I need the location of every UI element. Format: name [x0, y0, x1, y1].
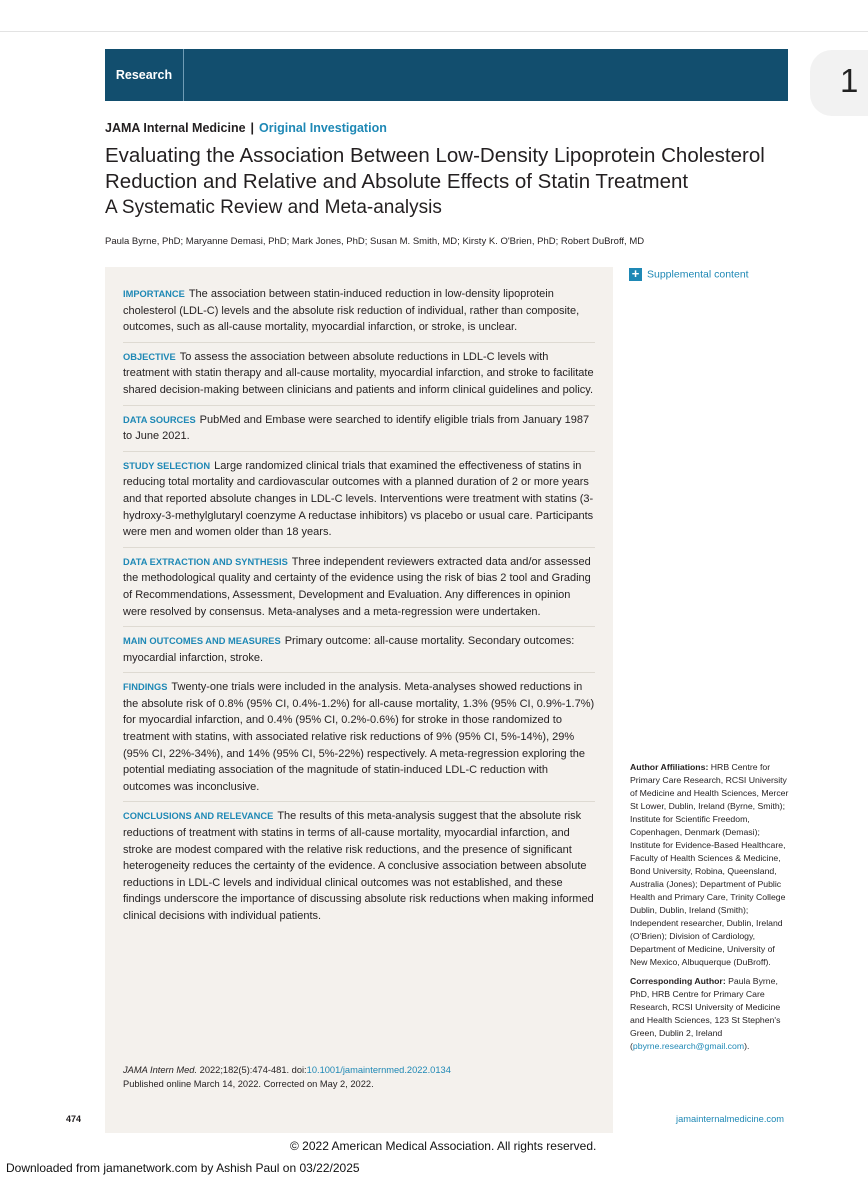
plus-icon: + [629, 268, 642, 281]
article-subtitle: A Systematic Review and Meta-analysis [105, 197, 442, 218]
section-text: Three independent reviewers extracted data and/or assessed the methodological quality and certainty of the evidence using the risk of bias 2 tool and Grading of Recommendations, Assessment, Development and Evaluation. Any differences in opinion were resolved by consensus. Meta-analyses and a meta-regression were undertaken. [123, 555, 591, 618]
section-heading: STUDY SELECTION [123, 460, 211, 471]
section-text: Large randomized clinical trials that examined the effectiveness of statins in reducing total mortality and cardiovascular outcomes with a planned duration of 2 or more years and that reported absolute changes in LDL-C levels. Interventions were treatment with statins (3-hydroxy-3-methylglutaryl coenzyme A reductase inhibitors) vs placebo or usual care. Participants were men and women older than 18 years. [123, 459, 594, 539]
email-link[interactable]: pbyrne.research@gmail.com [632, 1041, 745, 1051]
corresponding-text: Paula Byrne, PhD, HRB Centre for Primary Care Research, RCSI University of Medicine and Health Sciences, 123 St Stephen's Green, Dublin 2, Ireland ( [630, 976, 781, 1051]
citation-journal: JAMA Intern Med. [123, 1065, 198, 1075]
section-heading: OBJECTIVE [123, 351, 176, 362]
abstract-section-objective [123, 349, 595, 406]
section-heading: DATA EXTRACTION AND SYNTHESIS [123, 556, 288, 567]
page-indicator-number: 1 [840, 62, 859, 99]
section-text: PubMed and Embase were searched to identify eligible trials from January 1987 to June 2021. [123, 413, 590, 443]
citation-line [123, 1064, 451, 1078]
abstract-section-data-sources [123, 412, 595, 452]
corresponding-author-block [630, 975, 790, 1053]
website-link[interactable]: jamainternalmedicine.com [676, 1114, 784, 1124]
section-heading: FINDINGS [123, 682, 168, 693]
section-label: Research [105, 49, 184, 101]
supplemental-content-link[interactable] [629, 268, 749, 281]
article-type: Original Investigation [259, 121, 387, 135]
author-list: Paula Byrne, PhD; Maryanne Demasi, PhD; Mark Jones, PhD; Susan M. Smith, MD; Kirsty K. O'Brien, PhD; Robert DuBroff, MD [105, 236, 645, 247]
author-affiliations [630, 761, 790, 1059]
download-notice: Downloaded from jamanetwork.com by Ashish Paul on 03/22/2025 [6, 1161, 360, 1175]
section-text: The results of this meta-analysis suggest that the absolute risk reductions of treatment with statins in terms of all-cause mortality, myocardial infarction, and stroke are modest compared with the relative risk reductions, and the presence of significant heterogeneity reduces the certainty of the evidence. A conclusive association between absolute reductions in LDL-C levels and individual clinical outcomes was not established, and these findings underscore the importance of discussing absolute risk reductions when making informed clinical decisions with individual patients. [123, 810, 594, 922]
section-heading: DATA SOURCES [123, 414, 196, 425]
viewer-top-bar [0, 0, 868, 32]
abstract-section-conclusions [123, 808, 595, 930]
affiliations-block [630, 761, 790, 969]
journal-line [105, 121, 387, 135]
corresponding-label: Corresponding Author: [630, 976, 726, 986]
citation-block [123, 1064, 451, 1091]
section-text: The association between statin-induced reduction in low-density lipoprotein cholesterol (LDL-C) levels and the absolute risk reduction of individual, rather than composite, outcomes, such as all-cause mortality, myocardial infarction, or stroke, is unclear. [123, 288, 580, 334]
corresponding-end: ). [744, 1041, 750, 1051]
abstract-box [105, 267, 613, 1133]
copyright-notice: © 2022 American Medical Association. All rights reserved. [290, 1139, 597, 1153]
affiliations-label: Author Affiliations: [630, 762, 709, 772]
doi-link[interactable]: 10.1001/jamainternmed.2022.0134 [306, 1065, 451, 1075]
abstract-section-study-selection [123, 458, 595, 548]
section-text: Twenty-one trials were included in the analysis. Meta-analyses showed reductions in the absolute risk of 0.8% (95% CI, 0.4%-1.2%) for all-cause mortality, 1.3% (95% CI, 0.9%-1.7%) for myocardial infarction, and 0.4% (95% CI, 0.2%-0.6%) for stroke in those randomized to treatment with statins, with associated relative risk reductions of 9% (95% CI, 5%-14%), 29% (95% CI, 22%-34%), and 14% (95% CI, 5%-22%) respectively. A meta-regression exploring the potential mediating association of the magnitude of statin-induced LDL-C reduction with outcomes was inconclusive. [123, 681, 595, 793]
abstract-section-data-extraction [123, 554, 595, 627]
abstract-section-findings [123, 679, 595, 802]
section-heading: CONCLUSIONS AND RELEVANCE [123, 811, 274, 822]
journal-separator: | [250, 121, 255, 135]
section-heading: MAIN OUTCOMES AND MEASURES [123, 636, 281, 647]
abstract-section-importance [123, 286, 595, 343]
page-number: 474 [66, 1114, 82, 1124]
supplemental-label: Supplemental content [647, 268, 749, 281]
section-banner [105, 49, 788, 101]
journal-name: JAMA Internal Medicine [105, 121, 246, 135]
section-text: To assess the association between absolute reductions in LDL-C levels with treatment with statin therapy and all-cause mortality, myocardial infarction, and stroke to facilitate shared decision-making between clinicians and patients and inform clinical guidelines and policy. [123, 350, 594, 396]
section-heading: IMPORTANCE [123, 289, 185, 299]
publication-note: Published online March 14, 2022. Corrected on May 2, 2022. [123, 1078, 374, 1089]
section-text: Primary outcome: all-cause mortality. Secondary outcomes: myocardial infarction, stroke. [123, 635, 575, 664]
article-title: Evaluating the Association Between Low-Density Lipoprotein Cholesterol Reduction and Relative and Absolute Effects of Statin Treatment [105, 144, 765, 193]
abstract-section-outcomes [123, 633, 595, 673]
page-indicator[interactable] [810, 50, 868, 116]
citation-details: 2022;182(5):474-481. doi: [197, 1065, 307, 1075]
affiliations-text: HRB Centre for Primary Care Research, RCSI University of Medicine and Health Sciences, Mercer St Lower, Dublin, Ireland (Byrne, Smith); Institute for Scientific Freedom, Copenhagen, Denmark (Demasi); Institute for Evidence-Based Healthcare, Faculty of Health Sciences & Medicine, Bond University, Robina, Queensland, Australia (Jones); Department of Public Health and Primary Care, Trinity College Dublin, Dublin, Ireland (Smith); Independent researcher, Dublin, Ireland (O'Brien); Division of Cardiology, Department of Medicine, University of New Mexico, Albuquerque (DuBroff). [630, 762, 789, 967]
